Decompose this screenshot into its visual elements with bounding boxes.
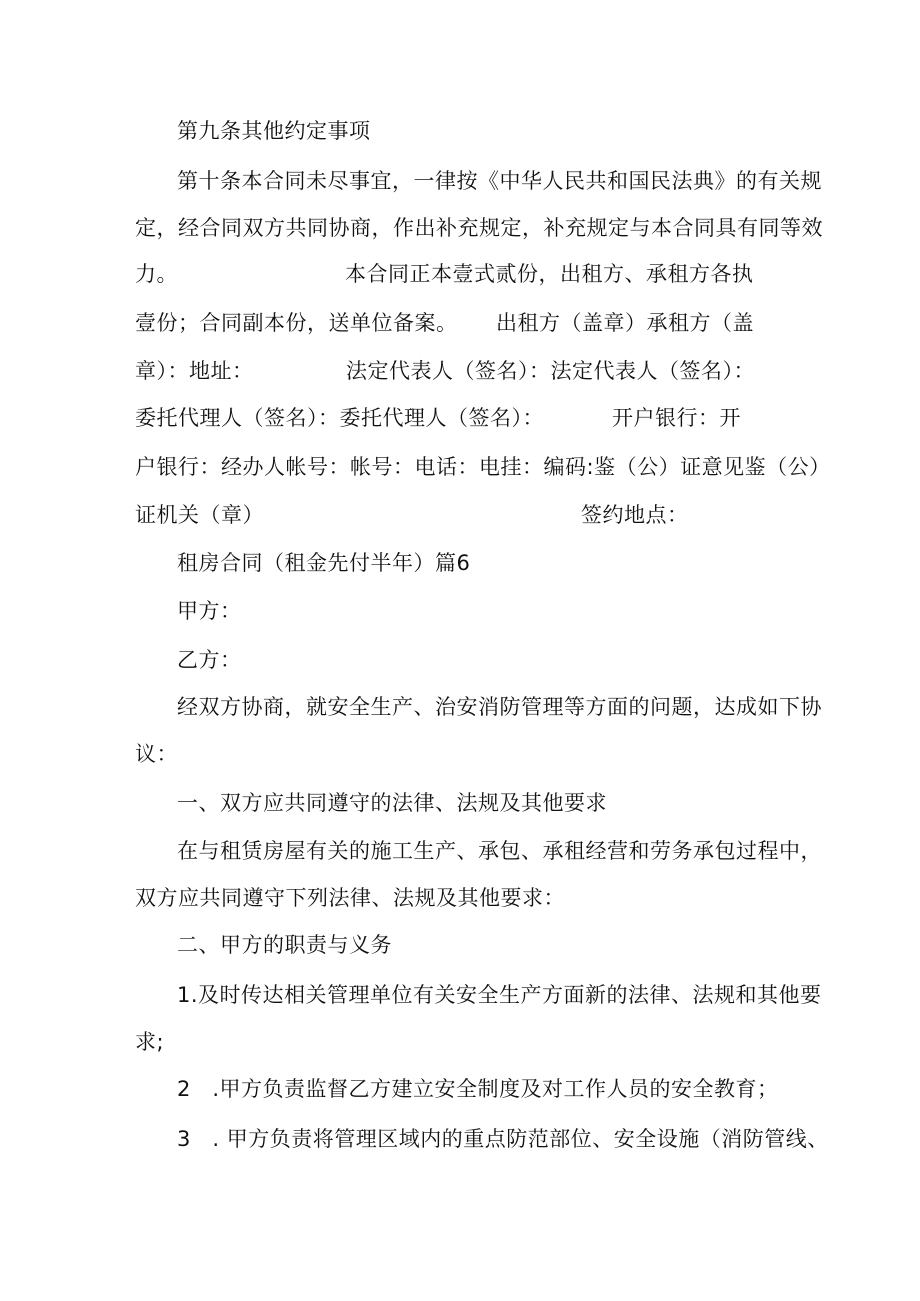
text-segment: 章）：地址： bbox=[135, 359, 254, 383]
text-segment: 力。 bbox=[135, 262, 178, 286]
item-1-line-2: 求; bbox=[135, 1030, 165, 1054]
item-3: 3 . 甲方负责将管理区域内的重点防范部位、安全设施（消防管线、 bbox=[177, 1127, 829, 1151]
text-segment: 证机关（章） bbox=[135, 503, 264, 527]
text-segment: 委托代理人（签名）：委托代理人（签名）： bbox=[135, 406, 544, 430]
section-title: 租房合同（租金先付半年）篇6 bbox=[177, 551, 471, 575]
clause-2-heading: 二、甲方的职责与义务 bbox=[177, 933, 392, 957]
clause-1-body-line-1: 在与租赁房屋有关的施工生产、承包、承租经营和劳务承包过程中， bbox=[177, 839, 822, 863]
article-10-line-2: 定，经合同双方共同协商，作出补充规定，补充规定与本合同具有同等效 bbox=[135, 216, 823, 240]
party-a-label: 甲方： bbox=[177, 599, 242, 623]
clause-1-heading: 一、双方应共同遵守的法律、法规及其他要求 bbox=[177, 791, 607, 815]
text-segment: 壹份；合同副本份，送单位备案。 bbox=[135, 311, 458, 335]
text-segment: 签约地点： bbox=[581, 503, 689, 527]
text-segment: 出租方（盖章）承租方（盖 bbox=[496, 311, 754, 335]
text-segment: 开户银行：开 bbox=[612, 406, 741, 430]
signature-line-3: 户银行：经办人帐号：帐号：电话：电挂：编码:鉴（公）证意见鉴（公） bbox=[135, 455, 831, 479]
text-segment: 本合同正本壹式贰份，出租方、承租方各执 bbox=[345, 262, 754, 286]
item-1-line-1: 1.及时传达相关管理单位有关安全生产方面新的法律、法规和其他要 bbox=[177, 983, 822, 1007]
article-10-line-1: 第十条本合同未尽事宜，一律按《中华人民共和国民法典》的有关规 bbox=[177, 169, 822, 193]
text-segment: 法定代表人（签名）：法定代表人（签名）： bbox=[346, 359, 755, 383]
item-2: 2 .甲方负责监督乙方建立安全制度及对工作人员的安全教育； bbox=[177, 1077, 779, 1101]
agreement-intro-line-2: 议： bbox=[135, 742, 178, 766]
clause-1-body-line-2: 双方应共同遵守下列法律、法规及其他要求： bbox=[135, 886, 565, 910]
party-b-label: 乙方： bbox=[177, 648, 242, 672]
agreement-intro-line-1: 经双方协商，就安全生产、治安消防管理等方面的问题，达成如下协 bbox=[177, 695, 822, 719]
article-9-heading: 第九条其他约定事项 bbox=[177, 119, 371, 143]
